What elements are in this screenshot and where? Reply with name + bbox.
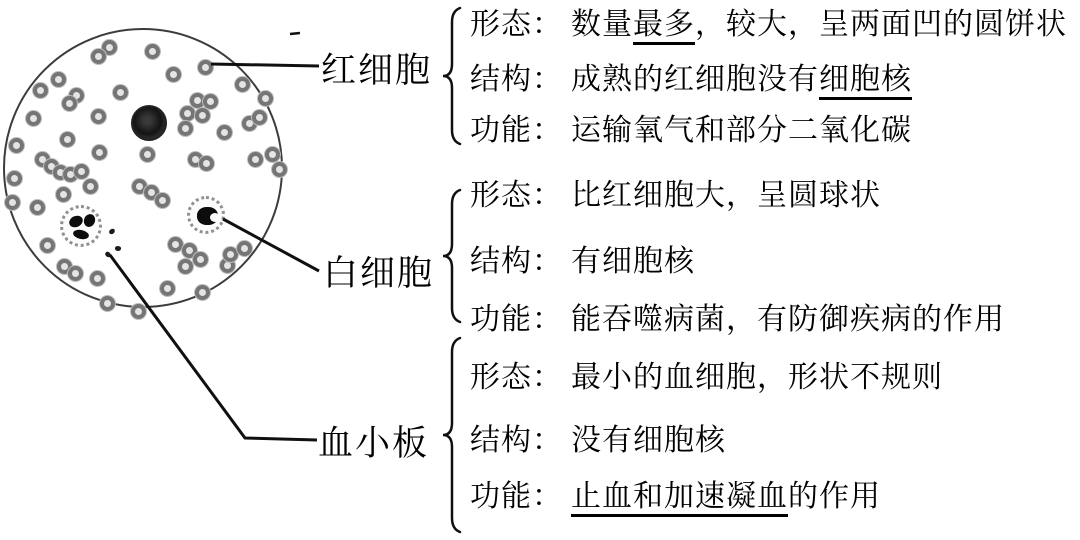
underlined-text: 止血和加速凝血 [571, 480, 788, 517]
row-text [571, 480, 881, 517]
row-key: 结构： [470, 424, 563, 457]
red-blood-cell [5, 195, 20, 210]
microscope-field-circle [3, 28, 283, 308]
nucleus-lobe [67, 214, 84, 230]
row-text [571, 63, 912, 100]
brace-white-cell-group [443, 190, 460, 322]
red-blood-cell [166, 67, 181, 82]
white-blood-cell [60, 205, 102, 247]
red-blood-cell [68, 266, 83, 281]
red-blood-cell [203, 94, 218, 109]
red-blood-cell [155, 193, 170, 208]
red-blood-cell [26, 111, 41, 126]
red-blood-cell [272, 162, 287, 177]
row-key: 功能： [470, 303, 563, 336]
red-cell-morphology-row [470, 6, 1067, 44]
red-blood-cell [91, 109, 106, 124]
red-blood-cell [217, 125, 232, 140]
hook-nucleus [197, 207, 218, 225]
white-cell-morphology-row [470, 177, 881, 215]
text-segment: 能吞噬病菌，有防御疾病的作用 [571, 303, 1005, 336]
red-blood-cell [237, 241, 252, 256]
row-key: 功能： [470, 114, 563, 147]
text-segment: ，较大，呈两面凹的圆饼状 [695, 8, 1067, 41]
text-segment: 比红细胞大，呈圆球状 [571, 179, 881, 212]
row-key: 结构： [470, 63, 563, 96]
stray-mark [290, 33, 300, 34]
row-key: 形态： [470, 361, 563, 394]
text-segment: 成熟的红细胞没有 [571, 63, 819, 96]
red-blood-cell [160, 281, 175, 296]
red-blood-cell [51, 72, 66, 87]
row-key: 结构： [470, 245, 563, 278]
platelet-function-row [470, 478, 881, 516]
white-cell-function-row [470, 301, 1005, 339]
text-segment: 有细胞核 [571, 245, 695, 278]
red-blood-cell [193, 252, 208, 267]
red-blood-cell [30, 200, 45, 215]
red-blood-cell [180, 106, 195, 121]
red-blood-cell [145, 44, 160, 59]
brace-platelet-group [443, 338, 460, 532]
red-blood-cell [92, 145, 107, 160]
white-blood-cell [187, 196, 225, 234]
red-blood-cell [178, 121, 193, 136]
nucleus-notch [210, 213, 220, 222]
red-blood-cell [113, 85, 128, 100]
platelet-speck [108, 228, 115, 235]
row-text [571, 8, 1067, 45]
nucleus-lobe [82, 213, 97, 229]
red-blood-cell [131, 304, 146, 319]
red-blood-cell [56, 187, 71, 202]
label-platelet: 血小板 [318, 424, 430, 463]
red-blood-cell [140, 147, 155, 162]
row-text [571, 424, 726, 457]
red-blood-cell [100, 296, 115, 311]
red-blood-cell [248, 152, 263, 167]
red-blood-cell [198, 60, 213, 75]
row-text [571, 303, 1005, 336]
row-text [571, 245, 695, 278]
red-blood-cell [195, 285, 210, 300]
red-blood-cell [235, 77, 250, 92]
red-blood-cell [178, 259, 193, 274]
text-segment: 最小的血细胞，形状不规则 [571, 361, 943, 394]
platelet-morphology-row [470, 359, 943, 397]
white-cell-structure-row [470, 243, 695, 281]
red-blood-cell [91, 49, 106, 64]
red-blood-cell [7, 171, 22, 186]
red-blood-cell [223, 247, 238, 262]
label-white-blood-cell: 白细胞 [323, 254, 435, 293]
row-text [571, 179, 881, 212]
red-blood-cell [33, 83, 48, 98]
red-cell-structure-row [470, 61, 912, 99]
red-blood-cell [195, 108, 210, 123]
red-blood-cell [62, 96, 77, 111]
nucleus-lobe [72, 228, 90, 240]
red-blood-cell [74, 164, 89, 179]
red-blood-cell [199, 156, 214, 171]
platelet-speck [104, 250, 111, 258]
label-red-blood-cell: 红细胞 [321, 51, 433, 90]
red-blood-cell [83, 179, 98, 194]
text-segment: 的作用 [788, 480, 881, 513]
platelet-speck [114, 245, 121, 252]
row-text [571, 114, 912, 147]
text-segment: 数量 [571, 8, 633, 41]
red-blood-cell [265, 147, 280, 162]
red-blood-cell [252, 110, 267, 125]
brace-red-cell-group [443, 8, 460, 144]
text-segment: 运输氧气和部分二氧化碳 [571, 114, 912, 147]
text-segment: 没有细胞核 [571, 424, 726, 457]
red-blood-cell [9, 138, 24, 153]
red-blood-cell [40, 238, 55, 253]
stained-white-blood-cell [131, 105, 167, 141]
red-blood-cell [90, 271, 105, 286]
row-key: 功能： [470, 480, 563, 513]
red-cell-function-row [470, 112, 912, 150]
red-blood-cell [60, 132, 75, 147]
row-key: 形态： [470, 179, 563, 212]
underlined-text: 细胞核 [819, 63, 912, 100]
red-blood-cell [168, 237, 183, 252]
red-blood-cell [258, 91, 273, 106]
row-key: 形态： [470, 8, 563, 41]
underlined-text: 最多 [633, 8, 695, 45]
platelet-structure-row [470, 422, 726, 460]
row-text [571, 361, 943, 394]
